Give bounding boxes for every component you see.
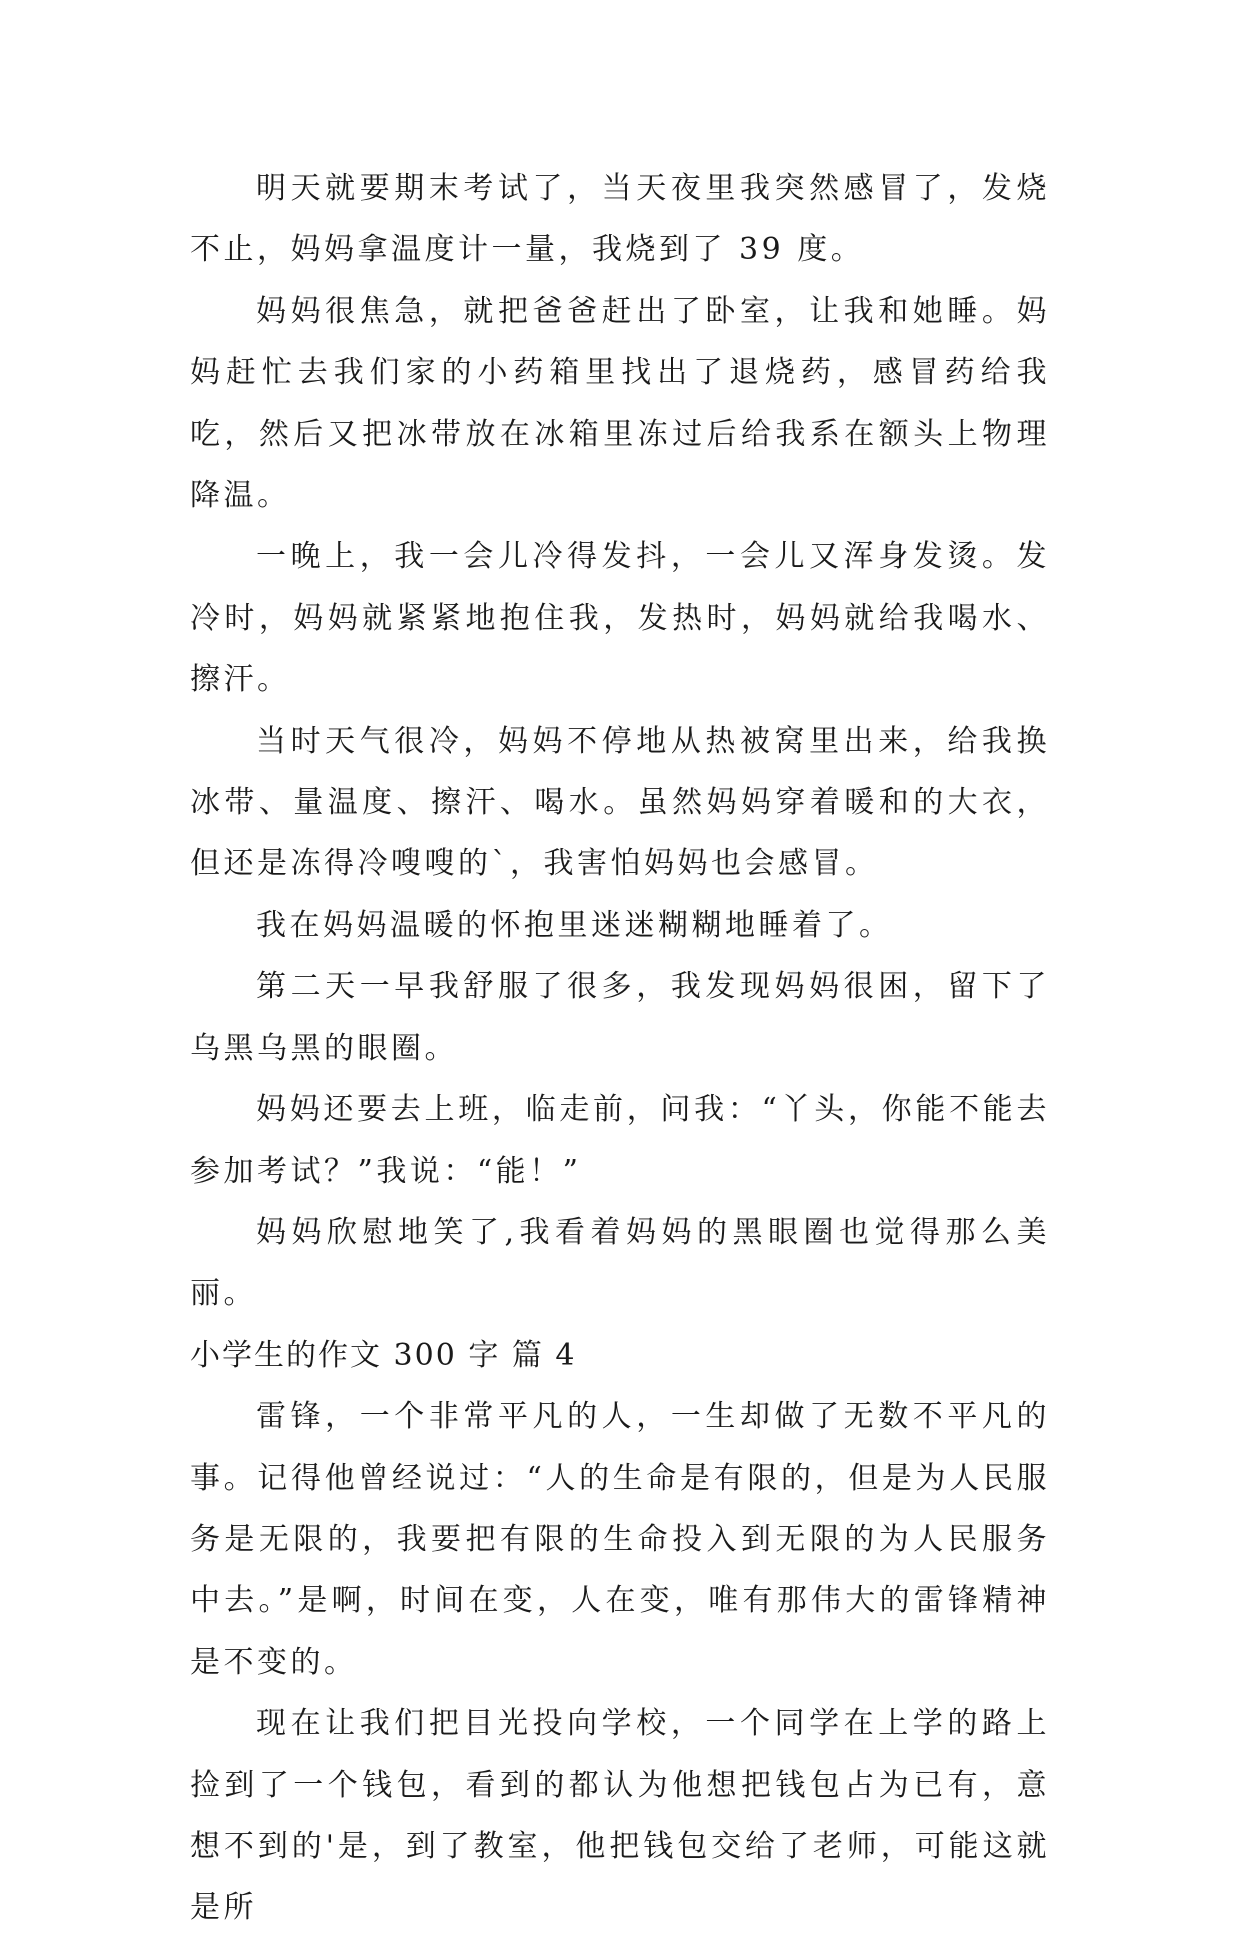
paragraph: 明天就要期末考试了，当天夜里我突然感冒了，发烧不止，妈妈拿温度计一量，我烧到了 39 度。 <box>190 171 1050 268</box>
paragraph: 当时天气很冷，妈妈不停地从热被窝里出来，给我换冰带、量温度、擦汗、喝水。虽然妈妈穿着暖和的大衣，但还是冻得冷嗖嗖的`，我害怕妈妈也会感冒。 <box>190 723 1050 882</box>
paragraph: 一晚上，我一会儿冷得发抖，一会儿又浑身发烫。发冷时，妈妈就紧紧地抱住我，发热时，妈妈就给我喝水、擦汗。 <box>190 539 1050 698</box>
paragraph: 妈妈很焦急，就把爸爸赶出了卧室，让我和她睡。妈妈赶忙去我们家的小药箱里找出了退烧药，感冒药给我吃，然后又把冰带放在冰箱里冻过后给我系在额头上物理降温。 <box>190 293 1050 514</box>
section-heading: 小学生的作文 300 字 篇 4 <box>190 1337 577 1373</box>
paragraph: 第二天一早我舒服了很多，我发现妈妈很困，留下了乌黑乌黑的眼圈。 <box>190 969 1050 1066</box>
paragraph: 我在妈妈温暖的怀抱里迷迷糊糊地睡着了。 <box>256 907 893 943</box>
paragraph: 现在让我们把目光投向学校，一个同学在上学的路上捡到了一个钱包，看到的都认为他想把钱包占为已有，意想不到的'是，到了教室，他把钱包交给了老师，可能这就是所 <box>190 1706 1050 1926</box>
paragraph: 妈妈欣慰地笑了,我看着妈妈的黑眼圈也觉得那么美丽。 <box>190 1214 1050 1312</box>
paragraph: 妈妈还要去上班，临走前，问我：“丫头，你能不能去参加考试？”我说：“能！” <box>190 1092 1050 1189</box>
paragraph: 雷锋，一个非常平凡的人，一生却做了无数不平凡的事。记得他曾经说过：“人的生命是有限的，但是为人民服务是无限的，我要把有限的生命投入到无限的为人民服务中去。”是啊，时间在变，人在变，唯有那伟大的雷锋精神是不变的。 <box>190 1399 1050 1680</box>
document-body <box>190 158 1050 1939</box>
